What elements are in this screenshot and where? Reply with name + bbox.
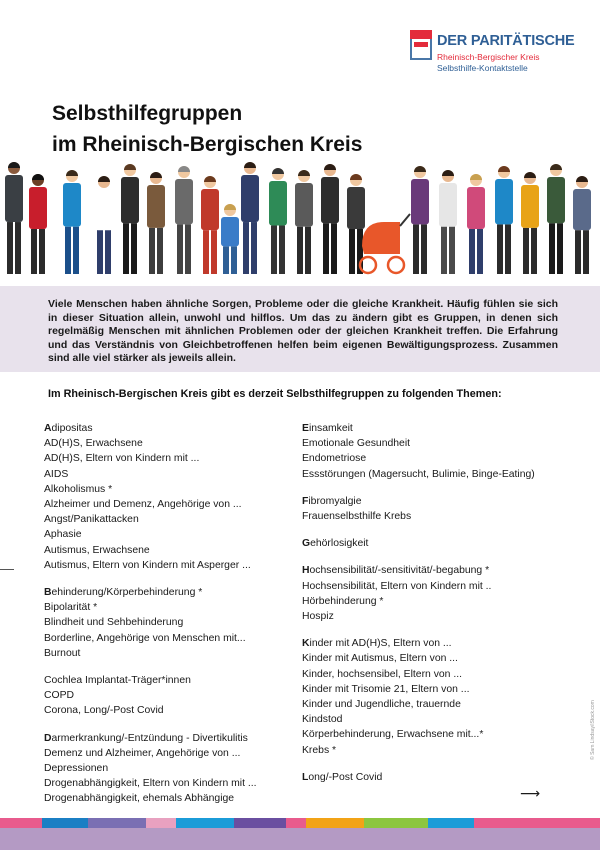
topic-item: [302, 579, 592, 594]
topic-item-label: ehörlosigkeit: [310, 538, 369, 550]
page-title-line-1: Selbsthilfegruppen: [52, 102, 243, 125]
topic-item-label: Krebs *: [302, 744, 337, 756]
topic-item-label: Hospiz: [302, 611, 334, 623]
stripe-segment: [474, 818, 600, 828]
topic-item: [44, 688, 284, 703]
person-figure: [269, 168, 287, 274]
stripe-segment: [306, 818, 364, 828]
person-figure: [5, 162, 23, 274]
topic-item-label: Drogenabhängigkeit, ehemals Abhängige: [44, 793, 235, 805]
person-figure: [411, 166, 429, 274]
topic-initial-letter: G: [302, 538, 311, 550]
people-illustration: [0, 150, 600, 278]
topic-item-label: Cochlea Implantat-Träger*innen: [44, 675, 191, 687]
topic-item: [44, 585, 284, 600]
topic-item: [302, 563, 592, 578]
stripe-segment: [0, 818, 42, 828]
person-figure: [175, 166, 193, 274]
person-figure: [495, 166, 513, 274]
topic-initial-letter: F: [302, 495, 309, 507]
topic-initial-letter: D: [44, 732, 52, 744]
topic-item: [302, 594, 592, 609]
topic-item: [302, 609, 592, 624]
topic-initial-letter: E: [302, 423, 309, 434]
stripe-segment: [42, 818, 88, 828]
topic-item: [302, 536, 592, 551]
topic-item: [44, 543, 284, 558]
topic-item: [302, 770, 592, 785]
person-figure: [95, 176, 113, 274]
topic-item-label: Corona, Long/-Post Covid: [44, 705, 164, 717]
logo-mark-icon: [410, 30, 432, 60]
topic-item: [302, 667, 592, 682]
topic-item-label: Kinder und Jugendliche, trauernde: [302, 699, 461, 711]
topic-item: [44, 631, 284, 646]
topic-item-label: insamkeit: [308, 423, 353, 434]
topic-item-label: Aphasie: [44, 529, 82, 541]
stripe-segment: [234, 818, 286, 828]
topic-item: [44, 776, 284, 791]
topic-item-label: ibromyalgie: [308, 495, 362, 507]
topic-item: [302, 651, 592, 666]
logo-subtitle-region: Rheinisch-Bergischer Kreis: [437, 52, 540, 62]
person-figure: [121, 164, 139, 274]
topic-item: [302, 421, 592, 436]
topic-item: [44, 600, 284, 615]
stripe-segment: [88, 818, 146, 828]
topic-item: [44, 436, 284, 451]
stripe-segment: [364, 818, 428, 828]
person-figure: [573, 176, 591, 274]
topic-item-label: Borderline, Angehörige von Menschen mit...: [44, 632, 246, 644]
logo-title: DER PARITÄTISCHE: [437, 33, 575, 49]
topic-initial-letter: H: [302, 565, 310, 577]
topic-item: [44, 497, 284, 512]
topic-item: [302, 712, 592, 727]
topic-item: [302, 494, 592, 509]
topic-item: [44, 615, 284, 630]
topic-initial-letter: L: [302, 771, 309, 783]
topic-item: [44, 558, 284, 573]
stripe-segment: [146, 818, 176, 828]
intro-text: Viele Menschen haben ähnliche Sorgen, Probleme oder die gleiche Krankheit. Häufig fühlen sie sich in dieser Situation allein, unwohl und hilflos. Um das zu ändern gibt es Gruppen, in denen sich regelmäßig Menschen mit ähnlichen Problemen oder der gleichen Krankheit treffen. Die Erfahrung und das Verständnis von Gleichbetroffenen helfen beim eigenen Bewältigungsprozess. Zusammen sind alle viel stärker als jeweils allein.: [48, 298, 558, 364]
topic-item: [302, 743, 592, 758]
person-figure: [147, 172, 165, 274]
person-figure: [295, 170, 313, 274]
person-figure: [241, 162, 259, 274]
topic-item-label: Kinder mit Autismus, Eltern von ...: [302, 653, 458, 665]
person-figure: [467, 174, 485, 274]
topic-item: [44, 746, 284, 761]
topic-item-label: inder mit AD(H)S, Eltern von ...: [309, 638, 452, 650]
topic-item-label: Körperbehinderung, Erwachsene mit...*: [302, 729, 484, 741]
page-title-line-2: im Rheinisch-Bergischen Kreis: [52, 133, 363, 156]
topic-item-label: Burnout: [44, 647, 81, 659]
topic-item-label: Kinder mit Trisomie 21, Eltern von ...: [302, 683, 470, 695]
stripe-segment: [176, 818, 234, 828]
person-figure: [439, 170, 457, 274]
bottom-band: [0, 828, 600, 850]
topic-item-label: Emotionale Gesundheit: [302, 438, 411, 450]
topic-item-label: ochsensibilität/-sensitivität/-begabung *: [309, 565, 490, 577]
topic-item-label: Hochsensibilität, Eltern von Kindern mit ..: [302, 580, 492, 592]
person-figure: [63, 170, 81, 274]
topic-item: [302, 436, 592, 451]
topic-initial-letter: B: [44, 587, 52, 599]
topic-item-label: Autismus, Eltern von Kindern mit Asperger ...: [44, 559, 251, 571]
logo-subtitle-office: Selbsthilfe-Kontaktstelle: [437, 63, 528, 73]
stripe-segment: [428, 818, 474, 828]
person-figure: [547, 164, 565, 274]
topic-item: [302, 451, 592, 466]
topic-initial-letter: K: [302, 638, 310, 650]
topic-item: [44, 731, 284, 746]
topic-item-label: Angst/Panikattacken: [44, 514, 139, 526]
next-page-arrow-icon: ⟶: [520, 785, 541, 801]
topic-item: [44, 482, 284, 497]
topic-item: [44, 512, 284, 527]
topic-item-label: Alzheimer und Demenz, Angehörige von ...: [44, 499, 242, 511]
topic-item-label: ehinderung/Körperbehinderung *: [51, 587, 203, 599]
topic-item-label: dipositas: [51, 423, 93, 434]
topic-item: [44, 703, 284, 718]
topic-item-label: AD(H)S, Erwachsene: [44, 438, 143, 450]
topic-item-label: AIDS: [44, 468, 69, 480]
topic-item: [302, 509, 592, 524]
topic-item-label: Depressionen: [44, 763, 109, 775]
topics-column-right: [302, 421, 592, 785]
person-figure: [221, 204, 239, 274]
topic-item: [44, 791, 284, 806]
topic-item-label: ong/-Post Covid: [308, 771, 383, 783]
topic-item: [302, 727, 592, 742]
topic-item: [44, 761, 284, 776]
topic-item-label: Hörbehinderung *: [302, 595, 384, 607]
person-figure: [201, 176, 219, 274]
person-figure: [29, 174, 47, 274]
topic-item-label: Endometriose: [302, 453, 367, 465]
topic-item-label: Essstörungen (Magersucht, Bulimie, Binge-Eating): [302, 468, 535, 480]
topic-item: [44, 527, 284, 542]
topic-item: [44, 451, 284, 466]
topic-item: [302, 467, 592, 482]
paritaetische-logo: [410, 28, 580, 73]
topic-item: [302, 697, 592, 712]
topic-item: [44, 646, 284, 661]
image-credit: © Sam Lindsay/iStock.com: [590, 700, 596, 760]
topic-item-label: COPD: [44, 690, 75, 702]
topic-item: [44, 673, 284, 688]
topic-initial-letter: A: [44, 423, 52, 434]
stroller-figure: [360, 214, 410, 273]
topic-item-label: Blindheit und Sehbehinderung: [44, 617, 184, 629]
stripe-segment: [286, 818, 306, 828]
topic-item-label: AD(H)S, Eltern von Kindern mit ...: [44, 453, 200, 465]
topic-item: [302, 636, 592, 651]
topic-item-label: Kinder, hochsensibel, Eltern von ...: [302, 668, 462, 680]
topic-item: [302, 682, 592, 697]
topic-item-label: Autismus, Erwachsene: [44, 544, 150, 556]
topic-item: [44, 467, 284, 482]
topic-item-label: Kindstod: [302, 714, 343, 726]
topic-item-label: Bipolarität *: [44, 602, 98, 614]
topic-item-label: Demenz und Alzheimer, Angehörige von ...: [44, 747, 241, 759]
person-figure: [321, 164, 339, 274]
topics-column-left: [44, 421, 284, 807]
topic-item-label: Frauenselbsthilfe Krebs: [302, 511, 412, 523]
person-figure: [521, 172, 539, 274]
topic-item-label: armerkrankung/-Entzündung - Divertikulitis: [51, 732, 248, 744]
color-stripe: [0, 818, 600, 828]
topic-item: [44, 421, 284, 436]
topic-item-label: Alkoholismus *: [44, 483, 113, 495]
fold-mark: [0, 569, 14, 570]
topics-heading: Im Rheinisch-Bergischen Kreis gibt es derzeit Selbsthilfegruppen zu folgenden Themen:: [48, 388, 502, 400]
topic-item-label: Drogenabhängigkeit, Eltern von Kindern mit ...: [44, 778, 257, 790]
